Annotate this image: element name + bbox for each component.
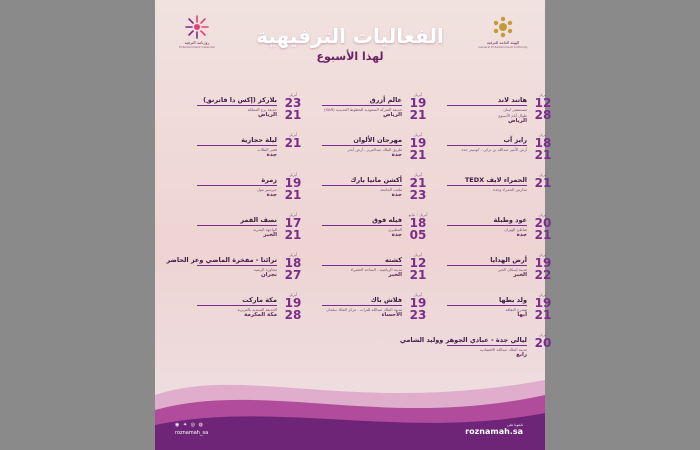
event-end-day: 27 (284, 268, 302, 282)
event-venue: جيرسيز مول (257, 187, 277, 192)
event-body (197, 176, 277, 199)
event-item[interactable] (320, 170, 430, 210)
event-name: نصف القمر (197, 216, 277, 226)
event-dates (531, 172, 555, 189)
event-end-day: 23 (409, 188, 427, 202)
event-body (166, 256, 277, 279)
event-name: ترائنا - مفخرة الماضي وعز الحاضر (166, 256, 277, 264)
event-month: أبريل (538, 172, 548, 177)
event-start-day: 23 (284, 96, 302, 110)
event-month: أبريل (288, 252, 298, 257)
event-month: أبريل (413, 172, 423, 177)
event-month: أبريل (413, 252, 423, 257)
event-item[interactable] (445, 250, 555, 290)
event-dates (406, 212, 430, 241)
event-month: أبريل (288, 212, 298, 217)
event-name: عالم أزرق (322, 96, 402, 106)
event-end-day: 23 (409, 308, 427, 322)
event-item[interactable] (195, 130, 305, 170)
event-month: أبريل (288, 132, 298, 137)
social-icons[interactable]: ◉ ✦ ◎ ◍ (175, 422, 205, 428)
event-end-day: 21 (409, 148, 427, 162)
event-item[interactable] (320, 210, 430, 250)
poster (155, 0, 552, 450)
event-item[interactable] (445, 90, 555, 130)
event-city: جدة (391, 192, 402, 198)
event-body (197, 96, 277, 119)
event-month: أبريل (288, 292, 298, 297)
social-handle[interactable]: roznamah_sa (175, 430, 209, 436)
event-item[interactable] (195, 90, 305, 130)
event-venue: أرض الأمير عبدالله بن تركي - كونتينر جدة (461, 147, 527, 152)
event-name: فلاش باك (322, 296, 402, 306)
event-city: جدة (266, 152, 277, 158)
event-venue: مسرح الثقافة (505, 307, 527, 312)
event-dates (281, 252, 305, 281)
event-body (322, 256, 402, 279)
event-body (447, 176, 527, 192)
event-body (322, 176, 402, 199)
event-name: مكة ماركت (197, 296, 277, 306)
event-dates (281, 212, 305, 241)
event-start-day: 20 (534, 216, 552, 230)
event-city: الأحساء (381, 312, 402, 318)
event-dates (531, 252, 555, 281)
event-city: مكة المكرمة (244, 312, 277, 318)
event-end-day: 21 (284, 108, 302, 122)
event-city: الخبر (388, 272, 402, 278)
event-start-day: 21 (284, 136, 302, 150)
event-body (322, 96, 402, 119)
event-item[interactable] (195, 290, 305, 330)
event-name: ليالي جدة - عبادي الجوهر ووليد الشامي (399, 336, 527, 344)
event-venue: مدينة إسكان الخبر (498, 267, 527, 272)
event-month: أبريل (538, 292, 548, 297)
event-city: الرياض (508, 118, 527, 124)
event-venue: ملعب الجامعة (380, 187, 402, 192)
event-start-day: 12 (409, 256, 427, 270)
event-venue: حديقة برج المملكة (247, 107, 277, 112)
event-name: ليلة حجازية (197, 136, 277, 146)
event-end-day: 21 (284, 228, 302, 242)
event-item[interactable] (445, 130, 555, 170)
event-dates (531, 212, 555, 241)
event-dates (531, 132, 555, 161)
event-note: طوال أيام الأسبوع (498, 113, 527, 118)
event-name: أكشن مانيا بارك (322, 176, 402, 186)
event-venue: حديقة الشركة السعودية للخطوط الحديدية (SAR) (323, 107, 402, 112)
event-city: الرياض (383, 112, 402, 118)
right-logo-title: الهيئة العامة للترفيه (486, 40, 520, 45)
event-venue: مدينة الملك عبدالله الاقتصادية (479, 347, 527, 352)
event-start-day: 18 (284, 256, 302, 270)
event-dates (531, 292, 555, 321)
event-dates (281, 132, 305, 149)
event-name: أرض الهدايا (447, 256, 527, 266)
event-venue: قصر الطلات (257, 147, 277, 152)
event-body (197, 216, 277, 239)
event-body (322, 216, 402, 239)
event-dates (281, 92, 305, 121)
event-name: فيله فوق (322, 216, 402, 226)
event-month: أبريل (288, 172, 298, 177)
event-body (447, 296, 527, 319)
event-body (447, 136, 527, 152)
event-venue: مدينة الملك عبدالله للتراث - مركز الملك سلمان (326, 307, 402, 312)
event-start-day: 19 (409, 296, 427, 310)
event-venue: الواجهة البحرية (253, 227, 277, 232)
event-dates (406, 292, 430, 321)
event-body (197, 136, 277, 159)
event-city: الخبر (513, 272, 527, 278)
event-month: أبريل (538, 332, 548, 337)
event-start-day: 19 (284, 296, 302, 310)
event-start-day: 19 (284, 176, 302, 190)
event-item[interactable] (195, 170, 305, 210)
event-start-day: 19 (534, 256, 552, 270)
event-start-day: 21 (409, 176, 427, 190)
event-month: أبريل (413, 292, 423, 297)
event-month: أبريل (288, 92, 298, 97)
event-city: نجران (260, 272, 277, 278)
event-end-day: 21 (534, 228, 552, 242)
event-month: أبريل (538, 252, 548, 257)
poster-title: الفعاليات الترفيهية (256, 24, 444, 48)
event-venue: مجاورة الرشيد (253, 267, 277, 272)
event-end-day: 21 (284, 188, 302, 202)
event-name: مهرجان الألوان (322, 136, 402, 146)
url-caption: تابعونا على (507, 423, 523, 427)
event-item[interactable] (320, 250, 430, 290)
event-name: هاتند لاند (447, 96, 527, 106)
poster-subtitle: لهذا الأسبوع (316, 50, 384, 63)
website-link[interactable]: roznamah.sa (465, 427, 523, 436)
event-item[interactable] (320, 130, 430, 170)
event-venue: مدارس الحمراء وجدة (493, 187, 527, 192)
event-start-day: 18 (534, 136, 552, 150)
event-end-day: 21 (534, 308, 552, 322)
event-end-day: 21 (409, 268, 427, 282)
event-city: جدة (516, 232, 527, 238)
event-city: الخبر (263, 232, 277, 238)
event-start-day: 19 (534, 296, 552, 310)
event-month: أبريل (538, 212, 548, 217)
event-end-day: 22 (534, 268, 552, 282)
event-dates (531, 92, 555, 121)
event-name: كشته (322, 256, 402, 266)
event-city: الرياض (258, 112, 277, 118)
event-month: أبريل (538, 92, 548, 97)
event-end-day: 21 (534, 148, 552, 162)
event-item[interactable] (320, 290, 430, 330)
event-body (447, 96, 527, 125)
event-name: زمرة (197, 176, 277, 186)
event-start-day: 21 (534, 176, 552, 190)
event-start-day: 18 (409, 216, 427, 230)
event-start-day: 17 (284, 216, 302, 230)
event-item[interactable] (445, 170, 555, 210)
event-body (322, 296, 402, 319)
event-venue: مستشفى لبنان (503, 107, 527, 112)
event-city: جدة (266, 192, 277, 198)
event-month: أبريل - مايو (408, 212, 428, 217)
event-dates (406, 172, 430, 201)
event-item[interactable] (195, 210, 305, 250)
event-start-day: 19 (409, 136, 427, 150)
event-month: أبريل (413, 92, 423, 97)
event-start-day: 19 (409, 96, 427, 110)
event-dates (406, 252, 430, 281)
event-body (447, 216, 527, 239)
event-venue: طريق الملك عبدالعزيز - أرض أبحر (347, 147, 402, 152)
event-name: عود وطبلة (447, 216, 527, 226)
event-end-day: 28 (534, 108, 552, 122)
event-city: جدة (391, 152, 402, 158)
event-venue: مدينة الرياضية - الساحة الخضراء (350, 267, 402, 272)
event-venue: الحديقة السندية بالعزيزية (237, 307, 277, 312)
event-body (197, 296, 277, 319)
right-logo-subtitle: General Entertainment Authority (478, 45, 528, 49)
event-item[interactable] (166, 250, 305, 290)
event-name: ولد بطها (447, 296, 527, 306)
event-item[interactable] (445, 290, 555, 330)
event-dates (281, 292, 305, 321)
event-venue: المطيري (388, 227, 402, 232)
event-dates (531, 332, 555, 349)
event-name: الحمراء لايف TEDX (447, 176, 527, 186)
event-city: أبها (517, 312, 527, 318)
event-start-day: 20 (534, 336, 552, 350)
event-dates (406, 132, 430, 161)
event-end-day: 21 (409, 108, 427, 122)
event-venue: شاطئ الهيران (504, 227, 527, 232)
event-item[interactable] (320, 90, 430, 130)
left-logo-title: روزنامة الترفيه (184, 40, 210, 45)
event-city: رابغ (516, 352, 527, 358)
event-name: بلاركز (إكس دا فاترنق) (197, 96, 277, 106)
event-start-day: 12 (534, 96, 552, 110)
event-month: أبريل (538, 132, 548, 137)
event-month: أبريل (413, 132, 423, 137)
event-dates (406, 92, 430, 121)
event-dates (281, 172, 305, 201)
left-logo-subtitle: Entertainment Calendar (178, 45, 216, 49)
event-body (322, 136, 402, 159)
event-name: رايز آب (447, 136, 527, 146)
event-body (447, 256, 527, 279)
event-city: جدة (391, 232, 402, 238)
event-end-day: 28 (284, 308, 302, 322)
event-end-day: 05 (409, 228, 427, 242)
event-item[interactable] (445, 210, 555, 250)
